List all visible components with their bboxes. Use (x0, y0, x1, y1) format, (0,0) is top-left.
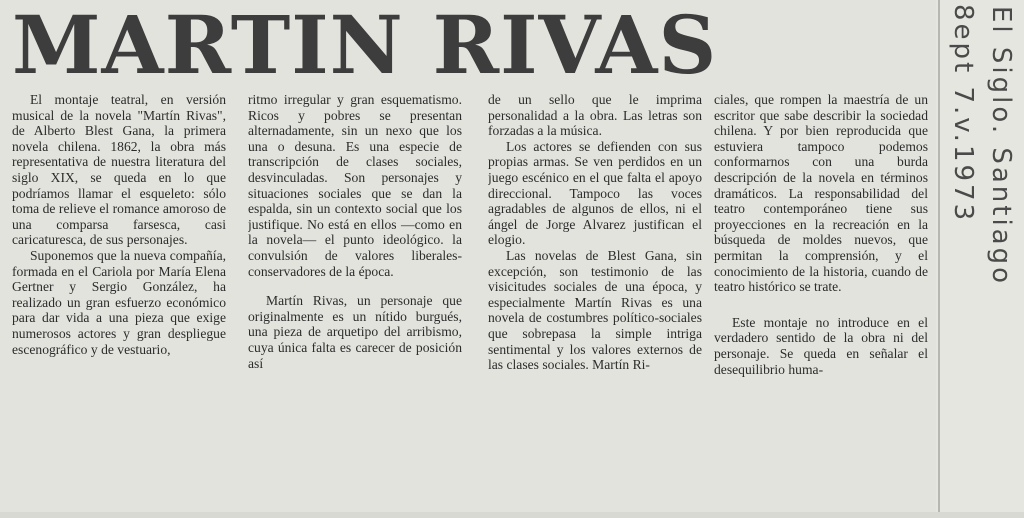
headline: MARTIN RIVAS (12, 0, 718, 92)
paragraph: El montaje teatral, en versión musical de la novela "Martín Rivas", de Alberto Blest Gana, la primera novela chilena. 1862, la obra más representativa de nuestra literatura del siglo XIX, se queda en lo que podríamos llamar el esqueleto: sólo toma de relieve el romance amoroso de una comparsa farsesca, casi caricaturesca, de sus personajes. (12, 92, 226, 248)
handwritten-date: 8ept 7.v.1973 (948, 4, 978, 224)
paragraph: ciales, que rompen la maestría de un escritor que sabe describir la sociedad chilena. Y por bien reproducida que estuviera tampoco podemos conformarnos con una burda descripción de la novela en términos dramáticos. La responsabilidad del teatro contemporáneo tiene sus proyecciones en la recreación en la búsqueda de moldes nuevos, que permitan la comprensión, y el conocimiento de la historia, cuando de teatro histórico se trate. (714, 92, 928, 295)
article-column-4 (714, 92, 928, 512)
paragraph: Este montaje no introduce en el verdadero sentido de la obra ni del personaje. Se queda en señalar el desequilibrio huma- (714, 314, 928, 377)
article-column-2 (248, 92, 462, 512)
paragraph: Martín Rivas, un personaje que originalmente es un nítido burgués, una pieza de arquetipo del arribismo, cuya única falta es carecer de posición así (248, 293, 462, 371)
paragraph: ritmo irregular y gran esquematismo. Ricos y pobres se presentan alternadamente, sin un nexo que los una o desuna. Es una especie de transcripción de clases sociales, desvinculadas. Son personajes y situaciones sociales que se dan la espalda, sin un contexto social que los justifique. No está en ellos —como en la novela— el punto ideológico. la convulsión de valores liberales-conservadores de la época. (248, 92, 462, 279)
handwritten-source: El Siglo. Santiago (986, 6, 1016, 287)
article-column-3 (488, 92, 702, 512)
margin-divider (938, 0, 940, 512)
paragraph: Los actores se defienden con sus propias armas. Se ven perdidos en un juego escénico en el que falta el apoyo direccional. Tampoco las voces agradables de algunos de ellos, ni el ángel de Jorge Alvarez justifican el elogio. (488, 138, 702, 248)
paragraph: Suponemos que la nueva compañía, formada en el Cariola por María Elena Gertner y Sergio González, ha realizado un gran esfuerzo económico para dar vida a una pieza que exige numerosos actores y gran despliegue escenográfico y de vestuario, (12, 247, 226, 357)
paragraph: Las novelas de Blest Gana, sin excepción, son testimonio de las visicitudes sociales de una época, y especialmente Martín Rivas es una novela de costumbres político-sociales que sobrepasa la simple intriga sentimental y los valores externos de las clases sociales. Martín Ri- (488, 247, 702, 373)
paragraph: de un sello que le imprima personalidad a la obra. Las letras son forzadas a la música. (488, 92, 702, 139)
article-column-1 (12, 92, 226, 512)
